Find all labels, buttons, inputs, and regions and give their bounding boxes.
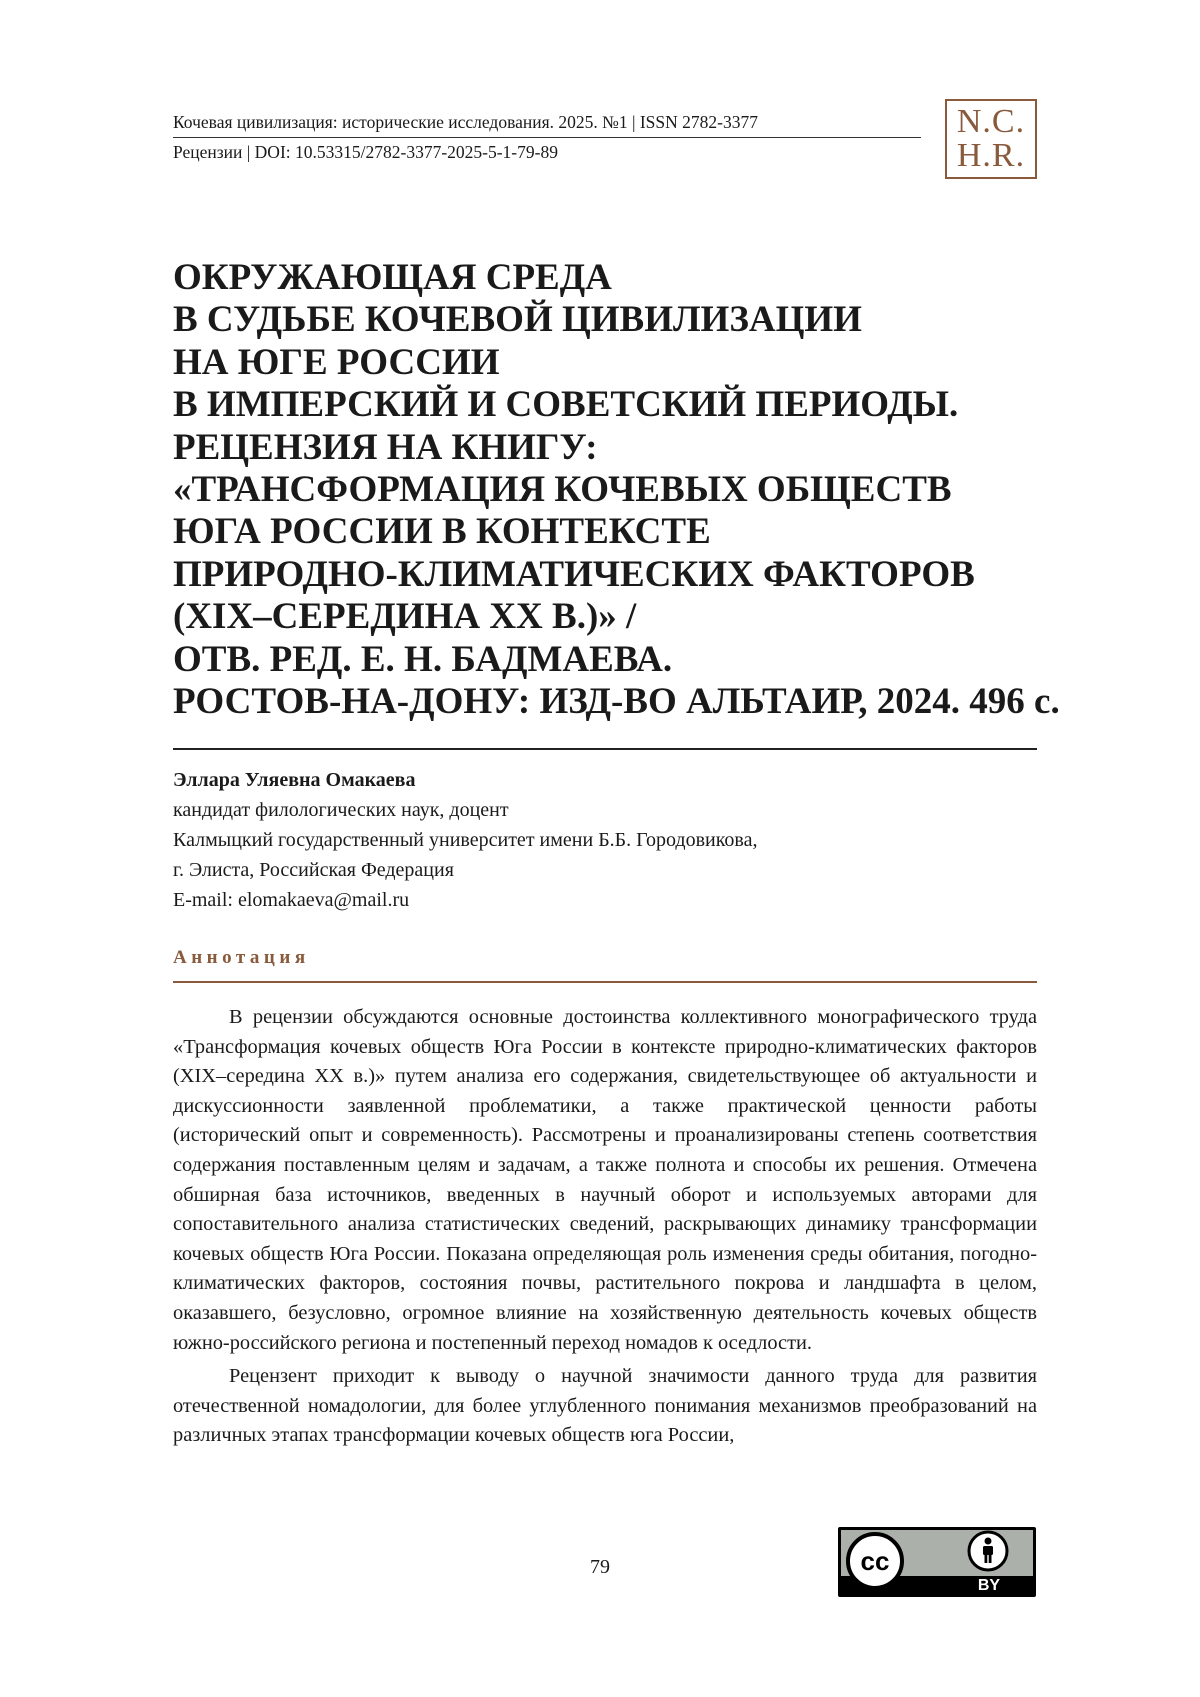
cc-by-license-badge[interactable] [838, 1527, 1036, 1597]
creative-commons-icon [848, 1534, 902, 1588]
svg-text:cc: cc [860, 1546, 890, 1576]
journal-info: Кочевая цивилизация: исторические исследования. 2025. №1 | ISSN 2782-3377 [173, 112, 758, 132]
abstract-paragraph: Рецензент приходит к выводу о научной значимости данного труда для развития отечественной номадологии, для более углубленного понимания механизмов преобразований на различных этапах трансформации кочевых обществ юга России, [173, 1365, 1037, 1447]
author-email[interactable]: E-mail: elomakaeva@mail.ru [173, 889, 410, 911]
title-line: В СУДЬБЕ КОЧЕВОЙ ЦИВИЛИЗАЦИИ [173, 299, 862, 341]
abstract-paragraph: В рецензии обсуждаются основные достоинства коллективного монографического труда «Трансформация кочевых обществ Юга России в контексте природно-климатических факторов (XIX–середина XX в.)» путем анализа его содержания, свидетельствующее об актуальности и дискуссионности заявленной проблематики, а также практической ценности работы (исторический опыт и современность). Рассмотрены и проанализированы степень соответствия содержания поставленным целям и задачам, а также полнота и способы их решения. Отмечена обширная база источников, введенных в научный оборот и используемых авторами для сопоставительного анализа статистических сведений, раскрывающих динамику трансформации кочевых обществ Юга России. Показана определяющая роль изменения среды обитания, погодно-климатических факторов, состояния почвы, растительного покрова и ландшафта в целом, оказавшего, безусловно, огромное влияние на хозяйственную деятельность кочевых обществ южно-российского региона и постепенный переход номадов к оседлости. [173, 1006, 1037, 1354]
author-location: г. Элиста, Российская Федерация [173, 859, 454, 881]
article-title [173, 257, 1060, 723]
title-line: (XIX–СЕРЕДИНА XX В.)» / [173, 596, 637, 638]
author-degree: кандидат филологических наук, доцент [173, 799, 509, 821]
doi-line: Рецензии | DOI: 10.53315/2782-3377-2025-5-1-79-89 [173, 142, 558, 162]
page-number: 79 [590, 1556, 610, 1578]
abstract-divider [173, 981, 1037, 983]
title-line: ОТВ. РЕД. Е. Н. БАДМАЕВА. [173, 638, 673, 680]
journal-logo [945, 99, 1037, 179]
logo-bottom-text: H.R. [956, 137, 1026, 174]
title-line: В ИМПЕРСКИЙ И СОВЕТСКИЙ ПЕРИОДЫ. [173, 384, 959, 426]
title-line: РЕЦЕНЗИЯ НА КНИГУ: [173, 426, 598, 468]
title-line: ПРИРОДНО-КЛИМАТИЧЕСКИХ ФАКТОРОВ [173, 553, 975, 595]
author-name: Эллара Уляевна Омакаева [173, 769, 416, 791]
title-divider [173, 748, 1037, 750]
abstract-heading: Аннотация [173, 947, 310, 968]
license-label: BY [977, 1577, 1001, 1594]
title-line: НА ЮГЕ РОССИИ [173, 341, 500, 383]
header-divider [173, 137, 921, 138]
title-line: РОСТОВ-НА-ДОНУ: ИЗД-ВО АЛЬТАИР, 2024. 496 с. [173, 681, 1060, 723]
abstract-body [173, 1003, 1037, 1455]
title-line: ОКРУЖАЮЩАЯ СРЕДА [173, 257, 612, 298]
running-header [173, 110, 923, 164]
author-affiliation: Калмыцкий государственный университет имени Б.Б. Городовикова, [173, 829, 758, 851]
attribution-person-icon [969, 1532, 1007, 1570]
title-line: ЮГА РОССИИ В КОНТЕКСТЕ [173, 511, 711, 553]
author-block [173, 765, 1043, 915]
logo-top-text: N.C. [956, 103, 1026, 140]
title-line: «ТРАНСФОРМАЦИЯ КОЧЕВЫХ ОБЩЕСТВ [173, 469, 952, 511]
